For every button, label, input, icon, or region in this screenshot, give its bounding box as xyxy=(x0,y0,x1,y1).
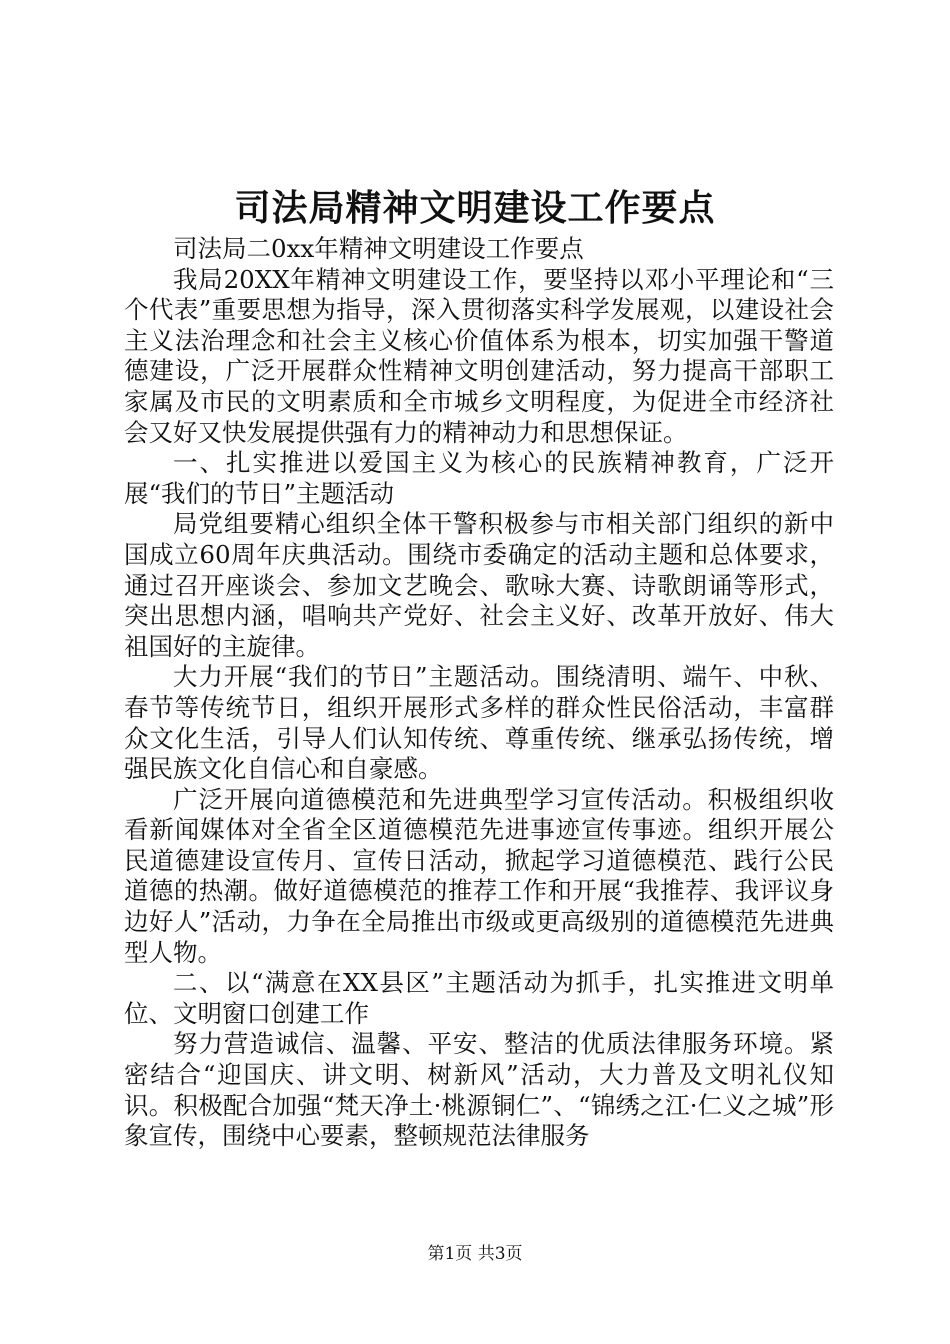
paragraph: 努力营造诚信、温馨、平安、整洁的优质法律服务环境。紧密结合“迎国庆、讲文明、树新风”活动，大力普及文明礼仪知识。积极配合加强“梵天净土·桃源铜仁”、“锦绣之江·仁义之城”形象宣传，围绕中心要素，整顿规范法律服务 xyxy=(124,1029,834,1151)
paragraph-subtitle: 司法局二0xx年精神文明建设工作要点 xyxy=(173,234,584,263)
document-title: 司法局精神文明建设工作要点 xyxy=(234,187,716,229)
section-heading-1: 一、扎实推进以爱国主义为核心的民族精神教育，广泛开展“我们的节日”主题活动 xyxy=(124,448,834,508)
paragraph: 大力开展“我们的节日”主题活动。围绕清明、端午、中秋、春节等传统节日，组织开展形式多样的群众性民俗活动，丰富群众文化生活，引导人们认知传统、尊重传统、继承弘扬传统，增强民族文化自信心和自豪感。 xyxy=(124,662,834,784)
document-body xyxy=(124,234,834,1152)
section-heading-2: 二、以“满意在XX县区”主题活动为抓手，扎实推进文明单位、文明窗口创建工作 xyxy=(124,968,834,1028)
page-footer: 第1页 共3页 xyxy=(427,1244,523,1264)
paragraph: 广泛开展向道德模范和先进典型学习宣传活动。积极组织收看新闻媒体对全省全区道德模范先进事迹宣传事迹。组织开展公民道德建设宣传月、宣传日活动，掀起学习道德模范、践行公民道德的热潮。做好道德模范的推荐工作和开展“我推荐、我评议身边好人”活动，力争在全局推出市级或更高级别的道德模范先进典型人物。 xyxy=(124,784,834,967)
paragraph: 局党组要精心组织全体干警积极参与市相关部门组织的新中国成立60周年庆典活动。围绕市委确定的活动主题和总体要求，通过召开座谈会、参加文艺晚会、歌咏大赛、诗歌朗诵等形式，突出思想内涵，唱响共产党好、社会主义好、改革开放好、伟大祖国好的主旋律。 xyxy=(124,509,834,661)
paragraph-intro: 我局20XX年精神文明建设工作，要坚持以邓小平理论和“三个代表”重要思想为指导，深入贯彻落实科学发展观，以建设社会主义法治理念和社会主义核心价值体系为根本，切实加强干警道德建设，广泛开展群众性精神文明创建活动，努力提高干部职工家属及市民的文明素质和全市城乡文明程度，为促进全市经济社会又好又快发展提供强有力的精神动力和思想保证。 xyxy=(124,264,834,447)
